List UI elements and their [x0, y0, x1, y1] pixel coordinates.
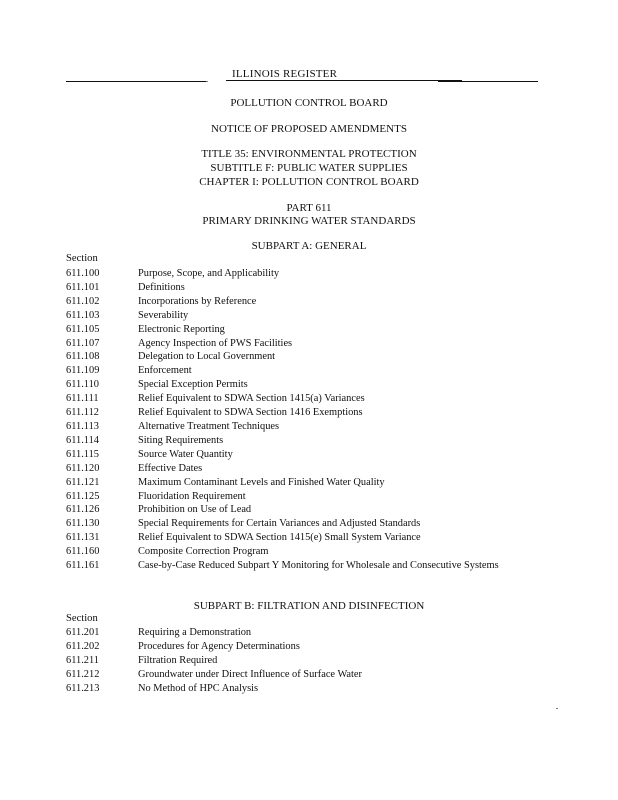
register-title: ILLINOIS REGISTER [226, 68, 462, 81]
section-title: Composite Correction Program [138, 546, 269, 558]
subpart-b-contents [66, 626, 536, 696]
toc-entry [66, 434, 536, 448]
toc-entry [66, 323, 536, 337]
section-title: Relief Equivalent to SDWA Section 1416 Exemptions [138, 407, 363, 419]
section-number: 611.105 [66, 323, 100, 335]
toc-entry [66, 682, 536, 696]
section-number: 611.114 [66, 434, 99, 446]
section-title: Relief Equivalent to SDWA Section 1415(a) Variances [138, 393, 365, 405]
toc-entry [66, 448, 536, 462]
section-number: 611.212 [66, 668, 100, 680]
header-rule-right [438, 81, 538, 82]
section-number: 611.110 [66, 379, 99, 391]
section-title: Delegation to Local Government [138, 351, 276, 363]
toc-entry [66, 337, 536, 351]
toc-entry [66, 364, 536, 378]
section-number: 611.211 [66, 654, 99, 666]
toc-entry [66, 668, 536, 682]
toc-entry [66, 545, 536, 559]
toc-entry [66, 517, 536, 531]
section-number: 611.100 [66, 268, 100, 279]
section-number: 611.112 [66, 407, 99, 419]
section-number: 611.161 [66, 560, 100, 572]
title-heading: TITLE 35: ENVIRONMENTAL PROTECTION [201, 148, 417, 160]
toc-entry [66, 420, 536, 434]
subtitle-heading: SUBTITLE F: PUBLIC WATER SUPPLIES [210, 162, 408, 174]
section-number: 611.102 [66, 295, 100, 307]
section-title: Incorporations by Reference [138, 295, 257, 307]
section-number: 611.126 [66, 504, 100, 516]
toc-entry [66, 350, 536, 364]
toc-entry [66, 559, 536, 573]
section-number: 611.130 [66, 518, 100, 530]
section-title: Purpose, Scope, and Applicability [138, 268, 280, 279]
section-number: 611.213 [66, 682, 100, 694]
section-title: Definitions [138, 281, 185, 293]
section-number: 611.160 [66, 546, 100, 558]
section-title: Special Exception Permits [138, 379, 248, 391]
section-title: Procedures for Agency Determinations [138, 640, 300, 652]
toc-entry [66, 462, 536, 476]
section-number: 611.101 [66, 281, 100, 293]
section-title: Requiring a Demonstration [138, 627, 252, 638]
section-number: 611.121 [66, 476, 100, 488]
toc-entry [66, 640, 536, 654]
toc-entry [66, 281, 536, 295]
toc-entry [66, 378, 536, 392]
toc-entry [66, 490, 536, 504]
section-number: 611.120 [66, 462, 100, 474]
section-number: 611.125 [66, 490, 100, 502]
toc-entry [66, 531, 536, 545]
section-title: Source Water Quantity [138, 448, 233, 460]
notice-title: NOTICE OF PROPOSED AMENDMENTS [211, 123, 407, 135]
toc-entry [66, 406, 536, 420]
toc-entry [66, 626, 536, 640]
scan-mark [556, 708, 558, 709]
board-name: POLLUTION CONTROL BOARD [230, 97, 388, 109]
subpart-a-section-label: Section [66, 253, 98, 264]
section-title: Severability [138, 309, 189, 321]
subpart-b-title: SUBPART B: FILTRATION AND DISINFECTION [193, 600, 425, 612]
section-title: No Method of HPC Analysis [138, 682, 259, 694]
toc-entry [66, 503, 536, 517]
section-title: Special Requirements for Certain Variances and Adjusted Standards [138, 518, 421, 530]
section-title: Case-by-Case Reduced Subpart Y Monitoring for Wholesale and Consecutive Systems [138, 560, 499, 572]
section-title: Effective Dates [138, 462, 203, 474]
section-number: 611.115 [66, 448, 99, 460]
section-number: 611.107 [66, 337, 100, 349]
section-number: 611.131 [66, 532, 100, 544]
section-number: 611.201 [66, 627, 100, 638]
toc-entry [66, 295, 536, 309]
toc-entry [66, 392, 536, 406]
header-rule-left [66, 81, 206, 82]
section-title: Siting Requirements [138, 434, 224, 446]
subpart-b-section-label: Section [66, 613, 98, 624]
part-name-heading: PRIMARY DRINKING WATER STANDARDS [202, 215, 416, 227]
section-title: Filtration Required [138, 654, 218, 666]
subpart-a-title: SUBPART A: GENERAL [251, 240, 367, 252]
section-title: Groundwater under Direct Influence of Surface Water [138, 668, 362, 680]
toc-entry [66, 267, 536, 281]
section-number: 611.109 [66, 365, 100, 377]
part-heading: PART 611 [286, 202, 332, 214]
toc-entry [66, 309, 536, 323]
section-title: Relief Equivalent to SDWA Section 1415(e) Small System Variance [138, 532, 421, 544]
section-title: Electronic Reporting [138, 323, 225, 335]
section-number: 611.113 [66, 420, 99, 432]
toc-entry [66, 476, 536, 490]
section-title: Maximum Contaminant Levels and Finished Water Quality [138, 476, 385, 488]
subpart-a-contents [66, 267, 536, 573]
section-number: 611.202 [66, 640, 100, 652]
section-number: 611.108 [66, 351, 100, 363]
section-number: 611.111 [66, 393, 99, 405]
section-title: Fluoridation Requirement [138, 490, 246, 502]
section-title: Alternative Treatment Techniques [138, 420, 280, 432]
section-number: 611.103 [66, 309, 100, 321]
section-title: Enforcement [138, 365, 192, 377]
section-title: Agency Inspection of PWS Facilities [138, 337, 293, 349]
register-header [0, 68, 618, 81]
chapter-heading: CHAPTER I: POLLUTION CONTROL BOARD [199, 176, 419, 188]
toc-entry [66, 654, 536, 668]
scan-mark [206, 81, 208, 82]
section-title: Prohibition on Use of Lead [138, 504, 252, 516]
